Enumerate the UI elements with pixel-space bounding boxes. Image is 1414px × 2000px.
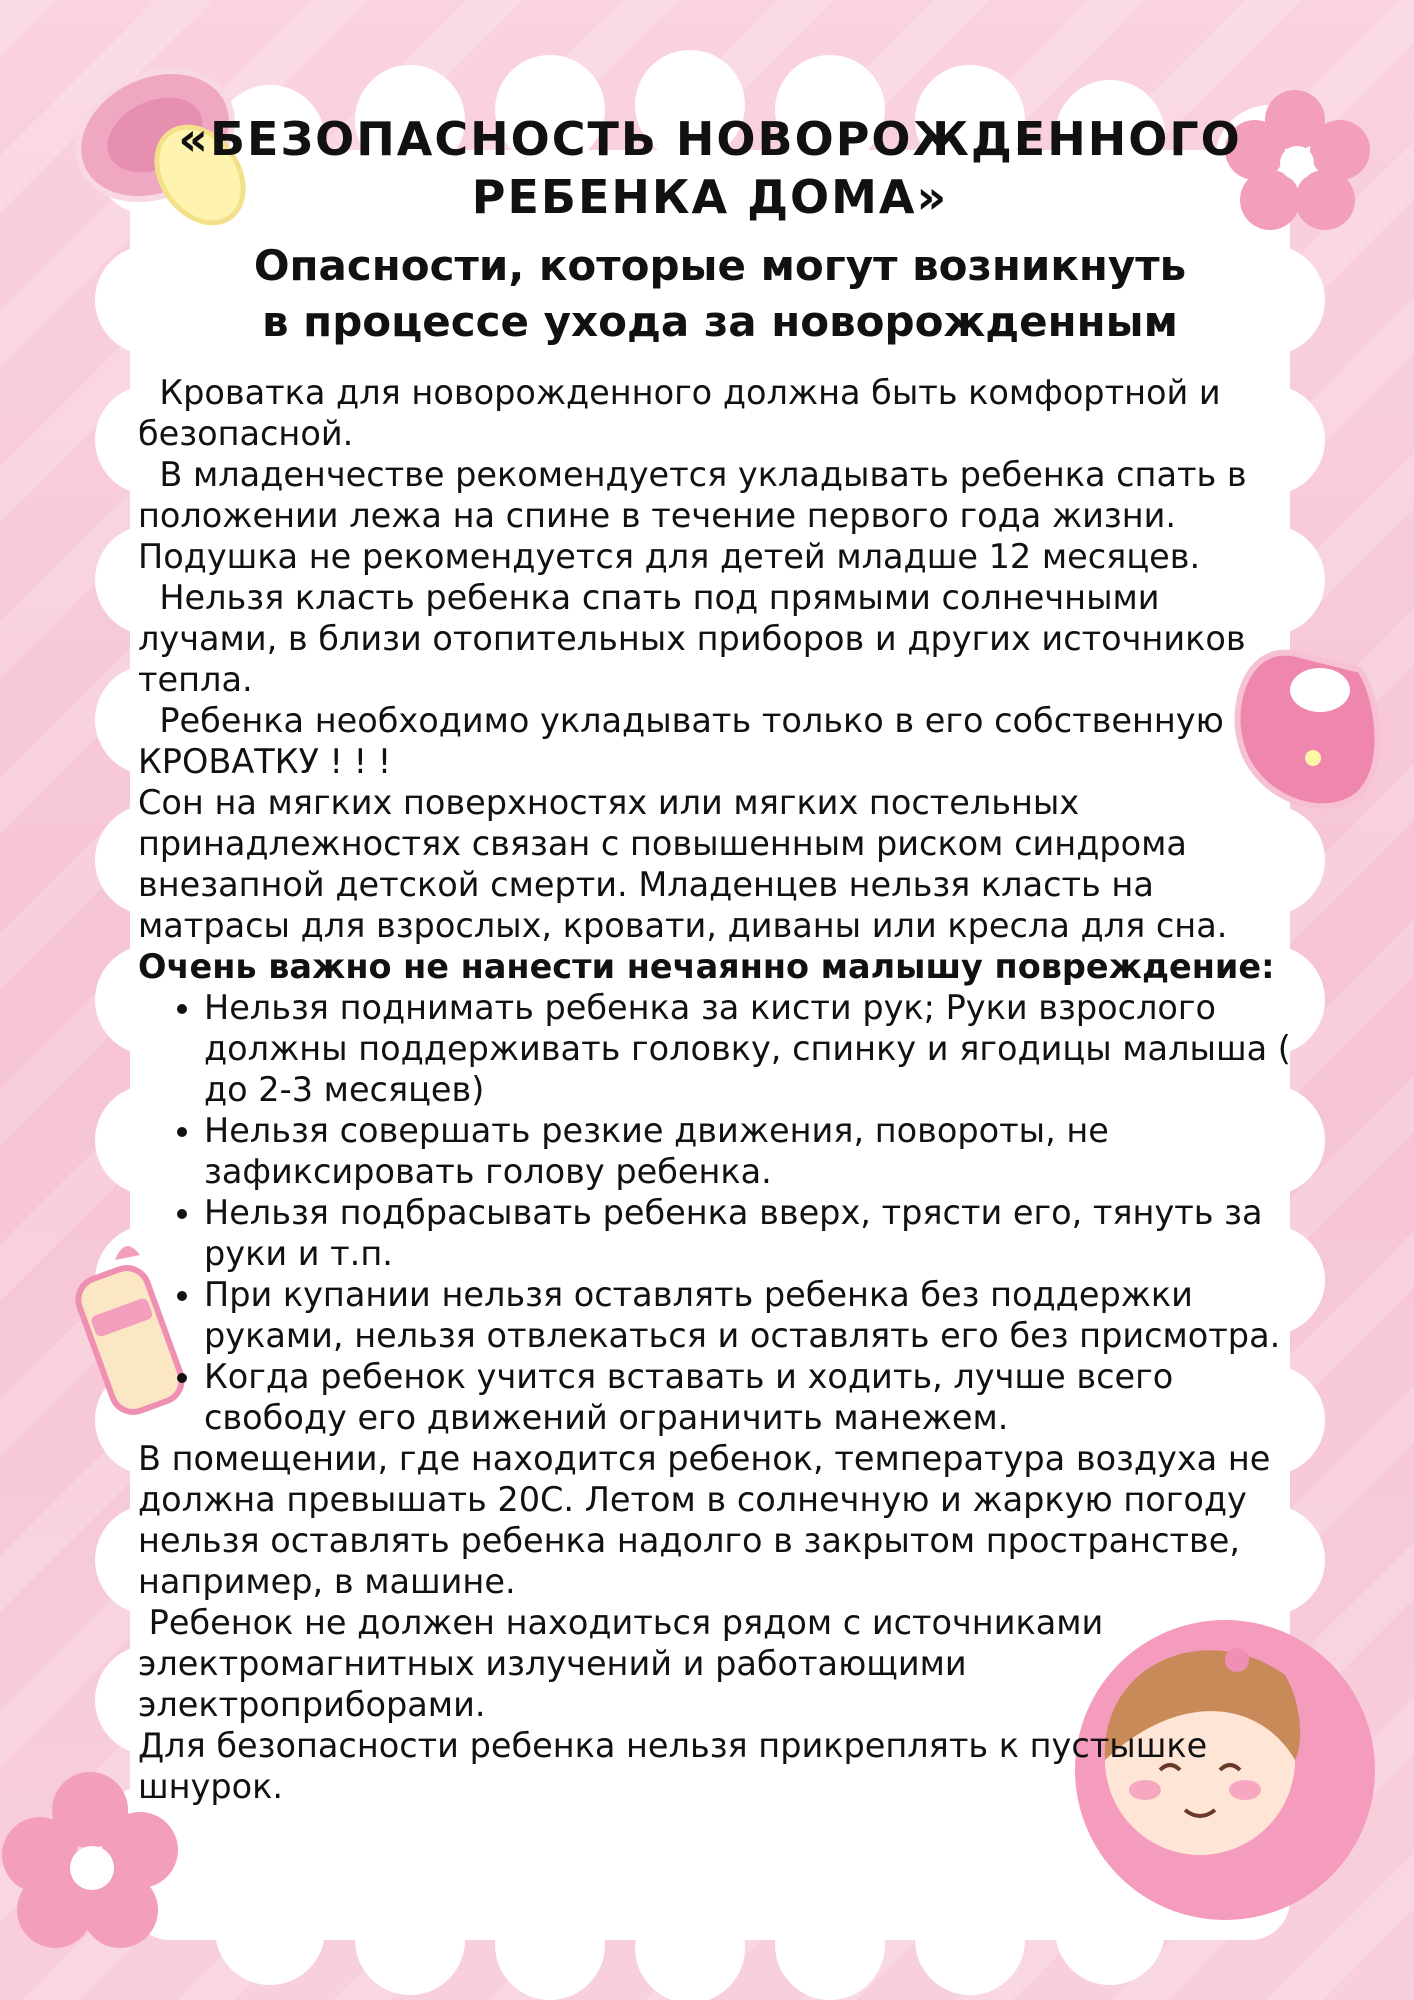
- list-item: • Нельзя совершать резкие движения, повороты, не зафиксировать голову ребенка.: [204, 1110, 1308, 1192]
- list-item: • Нельзя подбрасывать ребенка вверх, трясти его, тянуть за руки и т.п.: [204, 1192, 1308, 1274]
- important-heading: Очень важно не нанести нечаянно малышу повреждение:: [138, 947, 1275, 986]
- list-item: • При купании нельзя оставлять ребенка без поддержки руками, нельзя отвлекаться и оставлять его без присмотра.: [204, 1274, 1308, 1356]
- paragraph-temperature: В помещении, где находится ребенок, температура воздуха не должна превышать 20С. Летом в солнечную и жаркую погоду нельзя оставлять ребенка надолго в закрытом пространстве, например, в машине.: [138, 1439, 1282, 1601]
- poster-title: «БЕЗОПАСНОСТЬ НОВОРОЖДЕННОГО РЕБЕНКА ДОМА»: [178, 112, 1242, 224]
- safety-bullet-list: [138, 987, 1308, 1438]
- paragraph-own-crib: Ребенка необходимо укладывать только в его собственную КРОВАТКУ ! ! !: [138, 701, 1235, 781]
- paragraph-electromagnetic: Ребенок не должен находиться рядом с источниками электромагнитных излучений и работающими электроприборами.: [138, 1603, 1114, 1724]
- paragraph-sleep-position: В младенчестве рекомендуется укладывать ребенка спать в положении лежа на спине в течение первого года жизни. Подушка не рекомендуется для детей младше 12 месяцев.: [138, 455, 1258, 576]
- poster-content: [138, 372, 1308, 1807]
- subtitle-line-1: Опасности, которые могут возникнуть: [253, 241, 1187, 290]
- poster-subtitle: [150, 238, 1290, 350]
- subtitle-line-2: в процессе ухода за новорожденным: [261, 297, 1178, 346]
- list-item: • Нельзя поднимать ребенка за кисти рук; Руки взрослого должны поддерживать головку, спинку и ягодицы малыша ( до 2-3 месяцев): [204, 987, 1308, 1110]
- paragraph-soft-surfaces: Сон на мягких поверхностях или мягких постельных принадлежностях связан с повышенным риском синдрома внезапной детской смерти. Младенцев нельзя класть на матрасы для взрослых, кровати, диваны или кресла для сна.: [138, 783, 1228, 945]
- paragraph-crib: Кроватка для новорожденного должна быть комфортной и безопасной.: [138, 373, 1232, 453]
- paragraph-heat-sources: Нельзя класть ребенка спать под прямыми солнечными лучами, в близи отопительных приборов и других источников тепла.: [138, 578, 1257, 699]
- paragraph-pacifier-cord: Для безопасности ребенка нельзя прикреплять к пустышке шнурок.: [138, 1726, 1229, 1806]
- list-item: • Когда ребенок учится вставать и ходить, лучше всего свободу его движений ограничить манежем.: [204, 1356, 1308, 1438]
